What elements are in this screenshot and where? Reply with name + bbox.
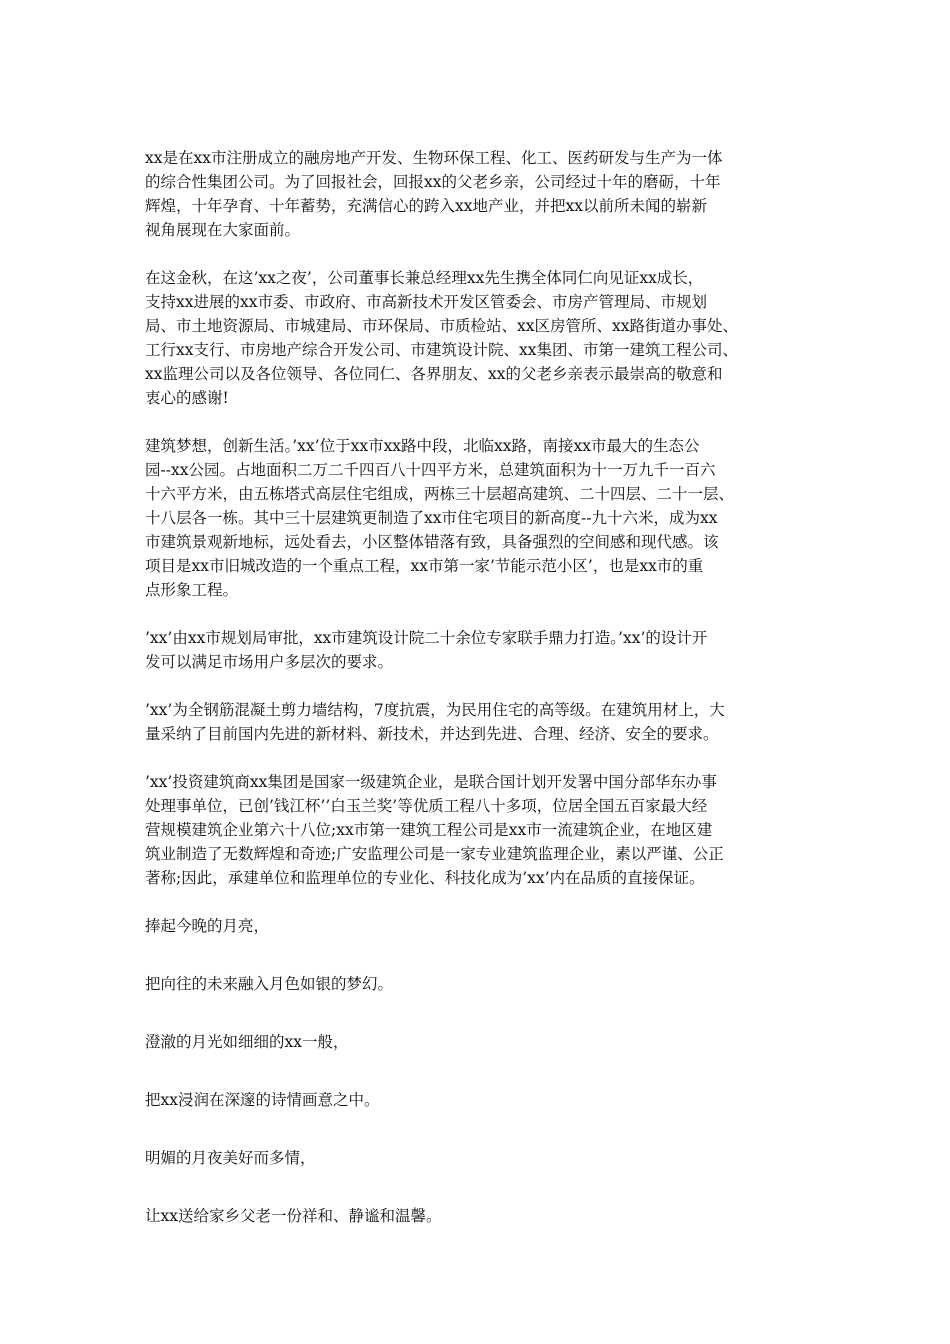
paragraph-builders: ’xx’投资建筑商xx集团是国家一级建筑企业，是联合国计划开发署中国分部华东办事 处理事单位，已创’钱江杯’’白玉兰奖’等优质工程八十多项，位居全国五百家最大经 营规模建筑企业第六十八位;xx市第一建筑工程公司是xx市一流建筑企业，在地区建 筑业制造了无数辉煌和奇迹;广安监理公司是一家专业建筑监理企业，素以严谨、公正 著称;因此，承建单位和监理单位的专业化、科技化成为’xx’内在品质的直接保证。: [145, 773, 724, 887]
paragraph-company-intro: xx是在xx市注册成立的融房地产开发、生物环保工程、化工、医药研发与生产为一体 的综合性集团公司。为了回报社会，回报xx的父老乡亲，公司经过十年的磨砺，十年 辉煌，十年孕育、十年蓄势，充满信心的跨入xx地产业，并把xx以前所未闻的崭新 视角展现在大家面前。: [145, 149, 723, 239]
poem-line: 澄澈的月光如细细的xx一般，: [145, 1033, 349, 1051]
paragraph-project-location: 建筑梦想，创新生活。’xx’位于xx市xx路中段，北临xx路，南接xx市最大的生态公 园--xx公园。占地面积二万二千四百八十四平方米，总建筑面积为十一万九千一百六 十六平方米，由五栋塔式高层住宅组成，两栋三十层超高建筑、二十四层、二十一层、 十八层各一栋。其中三十层建筑更制造了xx市住宅项目的新高度--九十六米，成为xx 市建筑景观新地标，远处看去，小区整体错落有致，具备强烈的空间感和现代感。该 项目是xx市旧城改造的一个重点工程，xx市第一家’节能示范小区’，也是xx市的重 点形象工程。: [145, 437, 735, 599]
poem-line: 让xx送给家乡父老一份祥和、静谧和温馨。: [145, 1207, 442, 1225]
paragraph-thanks: 在这金秋，在这’xx之夜’，公司董事长兼总经理xx先生携全体同仁向见证xx成长， 支持xx进展的xx市委、市政府、市高新技术开发区管委会、市房产管理局、市规划 局、市土地资源局、市城建局、市环保局、市质检站、xx区房管所、xx路街道办事处、 工行xx支行、市房地产综合开发公司、市建筑设计院、xx集团、市第一建筑工程公司、 xx监理公司以及各位领导、各位同仁、各界朋友、xx的父老乡亲表示最崇高的敬意和 衷心的感谢!: [145, 269, 738, 407]
paragraph-structure: ’xx’为全钢筋混凝土剪力墙结构，7度抗震，为民用住宅的高等级。在建筑用材上，大 量采纳了目前国内先进的新材料、新技术，并达到先进、合理、经济、安全的要求。: [145, 701, 725, 743]
poem-line: 把向往的未来融入月色如银的梦幻。: [145, 975, 394, 993]
poem-line: 明媚的月夜美好而多情，: [145, 1149, 316, 1167]
poem-line: 捧起今晚的月亮，: [145, 917, 270, 935]
document-body: [145, 146, 817, 1262]
paragraph-design: ’xx’由xx市规划局审批，xx市建筑设计院二十余位专家联手鼎力打造。’xx’的设计开 发可以满足市场用户多层次的要求。: [145, 629, 708, 671]
poem-line: 把xx浸润在深邃的诗情画意之中。: [145, 1091, 380, 1109]
